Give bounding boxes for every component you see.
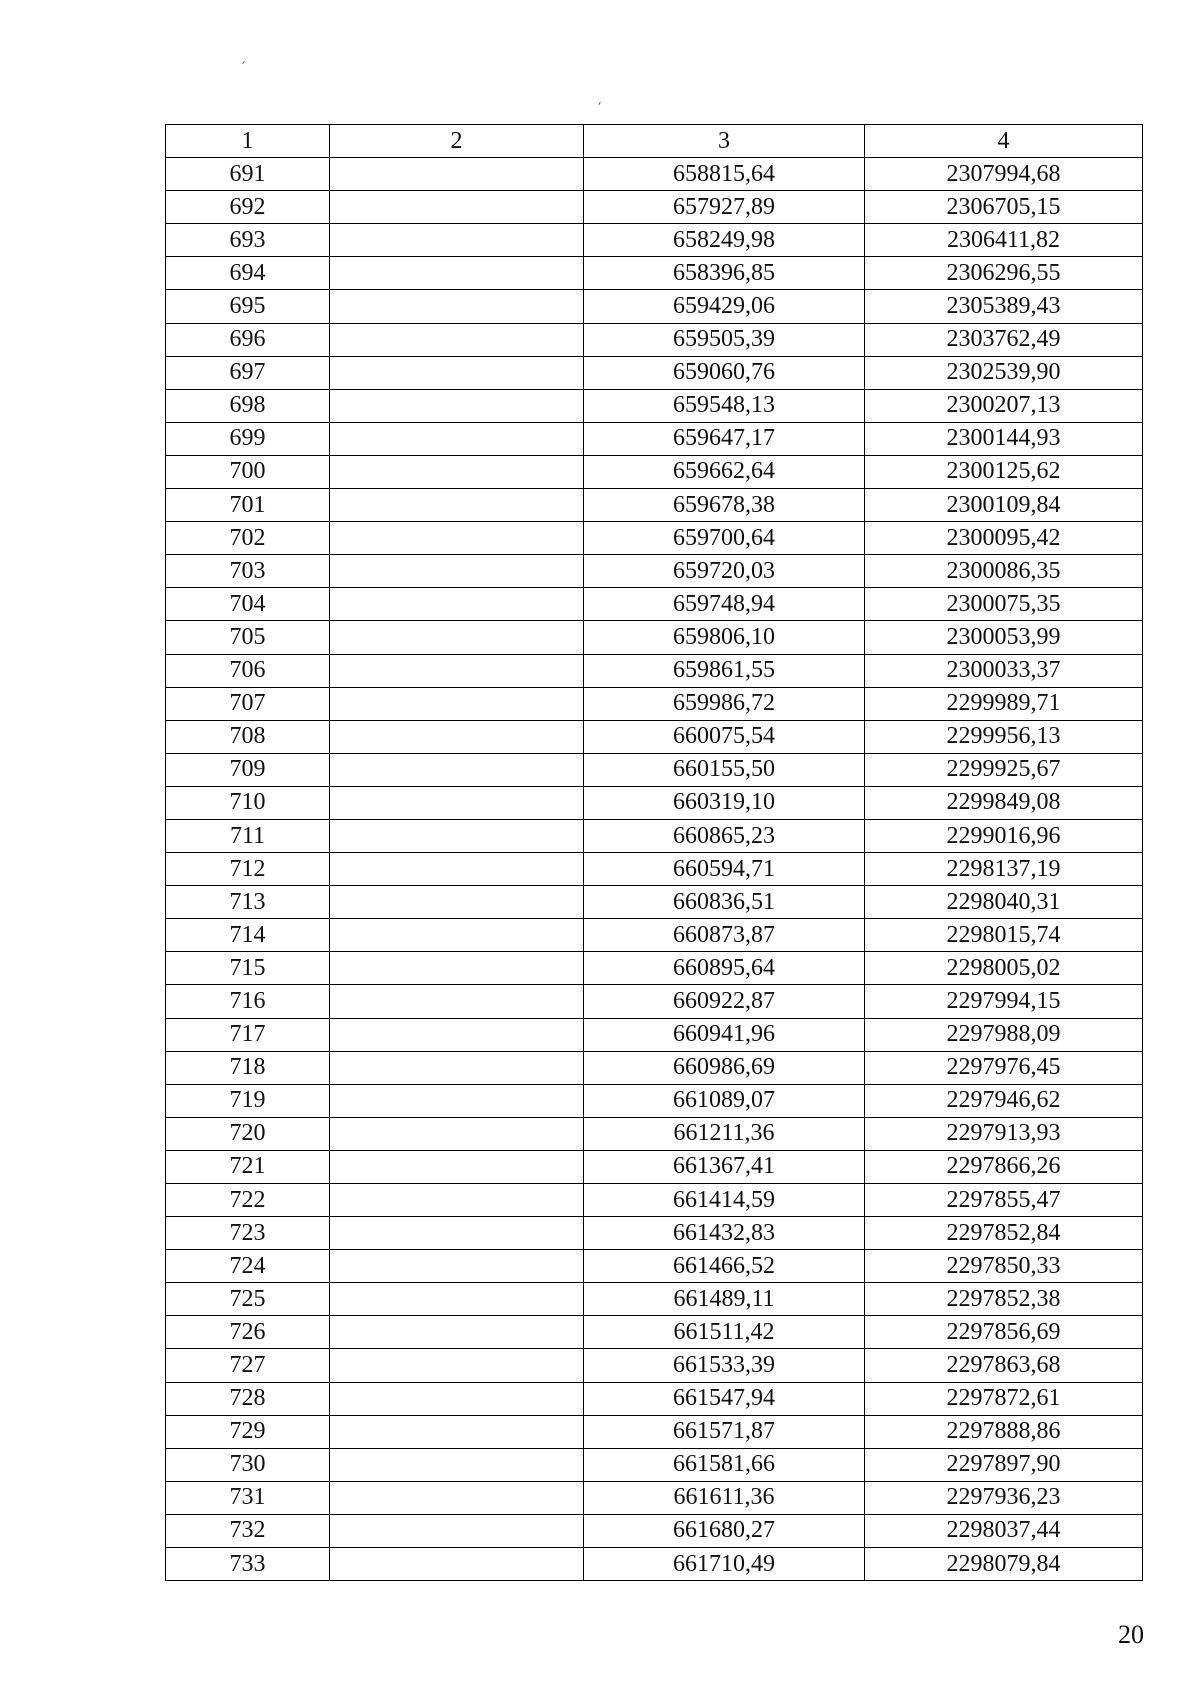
- table-row: [166, 158, 1143, 191]
- x-coordinate-cell: 659861,55: [584, 654, 865, 687]
- x-coordinate-cell: 660075,54: [584, 720, 865, 753]
- column-header: 4: [865, 125, 1143, 158]
- table-header-row: [166, 125, 1143, 158]
- point-number-cell: 691: [166, 158, 330, 191]
- point-number-cell: 698: [166, 389, 330, 422]
- x-coordinate-cell: 661511,42: [584, 1316, 865, 1349]
- x-coordinate-cell: 661571,87: [584, 1415, 865, 1448]
- table-row: [166, 1150, 1143, 1183]
- point-number-cell: 719: [166, 1084, 330, 1117]
- point-number-cell: 703: [166, 555, 330, 588]
- empty-cell: [330, 522, 584, 555]
- point-number-cell: 716: [166, 985, 330, 1018]
- empty-cell: [330, 1514, 584, 1547]
- table-row: [166, 191, 1143, 224]
- y-coordinate-cell: 2298040,31: [865, 886, 1143, 919]
- x-coordinate-cell: 659548,13: [584, 389, 865, 422]
- x-coordinate-cell: 659720,03: [584, 555, 865, 588]
- point-number-cell: 723: [166, 1217, 330, 1250]
- table-row: [166, 1051, 1143, 1084]
- empty-cell: [330, 1316, 584, 1349]
- point-number-cell: 729: [166, 1415, 330, 1448]
- y-coordinate-cell: 2298079,84: [865, 1548, 1143, 1581]
- x-coordinate-cell: 661414,59: [584, 1184, 865, 1217]
- x-coordinate-cell: 661367,41: [584, 1150, 865, 1183]
- table-row: [166, 654, 1143, 687]
- table-row: [166, 422, 1143, 455]
- point-number-cell: 718: [166, 1051, 330, 1084]
- empty-cell: [330, 1217, 584, 1250]
- y-coordinate-cell: 2306296,55: [865, 257, 1143, 290]
- empty-cell: [330, 555, 584, 588]
- point-number-cell: 730: [166, 1448, 330, 1481]
- x-coordinate-cell: 661089,07: [584, 1084, 865, 1117]
- x-coordinate-cell: 661547,94: [584, 1382, 865, 1415]
- x-coordinate-cell: 660895,64: [584, 952, 865, 985]
- x-coordinate-cell: 661680,27: [584, 1514, 865, 1547]
- y-coordinate-cell: 2297866,26: [865, 1150, 1143, 1183]
- column-header: 1: [166, 125, 330, 158]
- point-number-cell: 726: [166, 1316, 330, 1349]
- y-coordinate-cell: 2298015,74: [865, 919, 1143, 952]
- table-row: [166, 1514, 1143, 1547]
- empty-cell: [330, 1481, 584, 1514]
- point-number-cell: 692: [166, 191, 330, 224]
- empty-cell: [330, 753, 584, 786]
- empty-cell: [330, 1283, 584, 1316]
- empty-cell: [330, 422, 584, 455]
- point-number-cell: 722: [166, 1184, 330, 1217]
- y-coordinate-cell: 2297976,45: [865, 1051, 1143, 1084]
- table-row: [166, 687, 1143, 720]
- x-coordinate-cell: 660865,23: [584, 819, 865, 852]
- y-coordinate-cell: 2300125,62: [865, 455, 1143, 488]
- point-number-cell: 721: [166, 1150, 330, 1183]
- table-row: [166, 1217, 1143, 1250]
- x-coordinate-cell: 661581,66: [584, 1448, 865, 1481]
- table-row: [166, 1316, 1143, 1349]
- x-coordinate-cell: 659986,72: [584, 687, 865, 720]
- point-number-cell: 728: [166, 1382, 330, 1415]
- table-row: [166, 489, 1143, 522]
- empty-cell: [330, 621, 584, 654]
- x-coordinate-cell: 659700,64: [584, 522, 865, 555]
- point-number-cell: 707: [166, 687, 330, 720]
- point-number-cell: 724: [166, 1250, 330, 1283]
- x-coordinate-cell: 660836,51: [584, 886, 865, 919]
- x-coordinate-cell: 660922,87: [584, 985, 865, 1018]
- x-coordinate-cell: 661466,52: [584, 1250, 865, 1283]
- x-coordinate-cell: 661533,39: [584, 1349, 865, 1382]
- point-number-cell: 705: [166, 621, 330, 654]
- x-coordinate-cell: 660873,87: [584, 919, 865, 952]
- point-number-cell: 709: [166, 753, 330, 786]
- empty-cell: [330, 455, 584, 488]
- table-row: [166, 853, 1143, 886]
- y-coordinate-cell: 2299989,71: [865, 687, 1143, 720]
- point-number-cell: 708: [166, 720, 330, 753]
- y-coordinate-cell: 2297850,33: [865, 1250, 1143, 1283]
- table-row: [166, 290, 1143, 323]
- y-coordinate-cell: 2297994,15: [865, 985, 1143, 1018]
- y-coordinate-cell: 2297872,61: [865, 1382, 1143, 1415]
- scan-speck: [598, 102, 601, 105]
- point-number-cell: 727: [166, 1349, 330, 1382]
- y-coordinate-cell: 2297852,84: [865, 1217, 1143, 1250]
- y-coordinate-cell: 2300144,93: [865, 422, 1143, 455]
- x-coordinate-cell: 659429,06: [584, 290, 865, 323]
- point-number-cell: 700: [166, 455, 330, 488]
- x-coordinate-cell: 661489,11: [584, 1283, 865, 1316]
- empty-cell: [330, 323, 584, 356]
- point-number-cell: 712: [166, 853, 330, 886]
- table-row: [166, 1084, 1143, 1117]
- y-coordinate-cell: 2298137,19: [865, 853, 1143, 886]
- table-row: [166, 522, 1143, 555]
- table-row: [166, 1184, 1143, 1217]
- y-coordinate-cell: 2300095,42: [865, 522, 1143, 555]
- empty-cell: [330, 1084, 584, 1117]
- empty-cell: [330, 1150, 584, 1183]
- y-coordinate-cell: 2305389,43: [865, 290, 1143, 323]
- empty-cell: [330, 1448, 584, 1481]
- point-number-cell: 720: [166, 1117, 330, 1150]
- y-coordinate-cell: 2300086,35: [865, 555, 1143, 588]
- y-coordinate-cell: 2298037,44: [865, 1514, 1143, 1547]
- point-number-cell: 706: [166, 654, 330, 687]
- y-coordinate-cell: 2297855,47: [865, 1184, 1143, 1217]
- column-header: 3: [584, 125, 865, 158]
- table-row: [166, 786, 1143, 819]
- point-number-cell: 725: [166, 1283, 330, 1316]
- page-number: 20: [1118, 1620, 1144, 1649]
- table-row: [166, 1250, 1143, 1283]
- y-coordinate-cell: 2300053,99: [865, 621, 1143, 654]
- table-row: [166, 621, 1143, 654]
- x-coordinate-cell: 659678,38: [584, 489, 865, 522]
- x-coordinate-cell: 660941,96: [584, 1018, 865, 1051]
- empty-cell: [330, 853, 584, 886]
- y-coordinate-cell: 2302539,90: [865, 356, 1143, 389]
- table-body: [166, 158, 1143, 1581]
- table-row: [166, 257, 1143, 290]
- y-coordinate-cell: 2297852,38: [865, 1283, 1143, 1316]
- empty-cell: [330, 819, 584, 852]
- x-coordinate-cell: 661710,49: [584, 1548, 865, 1581]
- table-row: [166, 1382, 1143, 1415]
- x-coordinate-cell: 660319,10: [584, 786, 865, 819]
- empty-cell: [330, 1018, 584, 1051]
- point-number-cell: 693: [166, 224, 330, 257]
- y-coordinate-cell: 2297863,68: [865, 1349, 1143, 1382]
- y-coordinate-cell: 2297936,23: [865, 1481, 1143, 1514]
- y-coordinate-cell: 2306705,15: [865, 191, 1143, 224]
- x-coordinate-cell: 657927,89: [584, 191, 865, 224]
- point-number-cell: 733: [166, 1548, 330, 1581]
- scan-speck: [242, 61, 245, 64]
- table-row: [166, 919, 1143, 952]
- y-coordinate-cell: 2297856,69: [865, 1316, 1143, 1349]
- x-coordinate-cell: 659806,10: [584, 621, 865, 654]
- x-coordinate-cell: 658249,98: [584, 224, 865, 257]
- x-coordinate-cell: 658396,85: [584, 257, 865, 290]
- table-row: [166, 753, 1143, 786]
- x-coordinate-cell: 658815,64: [584, 158, 865, 191]
- table-row: [166, 720, 1143, 753]
- x-coordinate-cell: 659662,64: [584, 455, 865, 488]
- point-number-cell: 714: [166, 919, 330, 952]
- point-number-cell: 713: [166, 886, 330, 919]
- point-number-cell: 710: [166, 786, 330, 819]
- x-coordinate-cell: 660986,69: [584, 1051, 865, 1084]
- table-row: [166, 356, 1143, 389]
- point-number-cell: 701: [166, 489, 330, 522]
- empty-cell: [330, 1184, 584, 1217]
- table-row: [166, 952, 1143, 985]
- empty-cell: [330, 1117, 584, 1150]
- empty-cell: [330, 687, 584, 720]
- empty-cell: [330, 1250, 584, 1283]
- point-number-cell: 731: [166, 1481, 330, 1514]
- point-number-cell: 711: [166, 819, 330, 852]
- y-coordinate-cell: 2300075,35: [865, 588, 1143, 621]
- empty-cell: [330, 257, 584, 290]
- y-coordinate-cell: 2299849,08: [865, 786, 1143, 819]
- coordinates-table: [165, 124, 1143, 1581]
- table-row: [166, 1415, 1143, 1448]
- table-row: [166, 1481, 1143, 1514]
- y-coordinate-cell: 2297988,09: [865, 1018, 1143, 1051]
- table-row: [166, 1018, 1143, 1051]
- empty-cell: [330, 1415, 584, 1448]
- table-row: [166, 323, 1143, 356]
- empty-cell: [330, 720, 584, 753]
- point-number-cell: 699: [166, 422, 330, 455]
- empty-cell: [330, 952, 584, 985]
- table-row: [166, 1448, 1143, 1481]
- table-row: [166, 1117, 1143, 1150]
- empty-cell: [330, 1051, 584, 1084]
- y-coordinate-cell: 2303762,49: [865, 323, 1143, 356]
- table-row: [166, 224, 1143, 257]
- x-coordinate-cell: 660155,50: [584, 753, 865, 786]
- table-row: [166, 985, 1143, 1018]
- x-coordinate-cell: 660594,71: [584, 853, 865, 886]
- y-coordinate-cell: 2300033,37: [865, 654, 1143, 687]
- empty-cell: [330, 489, 584, 522]
- x-coordinate-cell: 661211,36: [584, 1117, 865, 1150]
- table-row: [166, 389, 1143, 422]
- y-coordinate-cell: 2306411,82: [865, 224, 1143, 257]
- table-row: [166, 1548, 1143, 1581]
- empty-cell: [330, 158, 584, 191]
- empty-cell: [330, 356, 584, 389]
- empty-cell: [330, 224, 584, 257]
- point-number-cell: 702: [166, 522, 330, 555]
- table-row: [166, 1283, 1143, 1316]
- empty-cell: [330, 919, 584, 952]
- x-coordinate-cell: 659647,17: [584, 422, 865, 455]
- empty-cell: [330, 1349, 584, 1382]
- x-coordinate-cell: 659748,94: [584, 588, 865, 621]
- y-coordinate-cell: 2299016,96: [865, 819, 1143, 852]
- x-coordinate-cell: 659060,76: [584, 356, 865, 389]
- y-coordinate-cell: 2297888,86: [865, 1415, 1143, 1448]
- y-coordinate-cell: 2298005,02: [865, 952, 1143, 985]
- x-coordinate-cell: 661432,83: [584, 1217, 865, 1250]
- empty-cell: [330, 985, 584, 1018]
- table-row: [166, 555, 1143, 588]
- x-coordinate-cell: 659505,39: [584, 323, 865, 356]
- y-coordinate-cell: 2300109,84: [865, 489, 1143, 522]
- point-number-cell: 717: [166, 1018, 330, 1051]
- empty-cell: [330, 290, 584, 323]
- point-number-cell: 696: [166, 323, 330, 356]
- empty-cell: [330, 886, 584, 919]
- point-number-cell: 715: [166, 952, 330, 985]
- empty-cell: [330, 389, 584, 422]
- point-number-cell: 697: [166, 356, 330, 389]
- empty-cell: [330, 1548, 584, 1581]
- y-coordinate-cell: 2307994,68: [865, 158, 1143, 191]
- table-row: [166, 588, 1143, 621]
- empty-cell: [330, 654, 584, 687]
- empty-cell: [330, 191, 584, 224]
- y-coordinate-cell: 2297946,62: [865, 1084, 1143, 1117]
- point-number-cell: 695: [166, 290, 330, 323]
- table-row: [166, 886, 1143, 919]
- empty-cell: [330, 1382, 584, 1415]
- point-number-cell: 694: [166, 257, 330, 290]
- table-row: [166, 1349, 1143, 1382]
- table-row: [166, 819, 1143, 852]
- y-coordinate-cell: 2297897,90: [865, 1448, 1143, 1481]
- y-coordinate-cell: 2297913,93: [865, 1117, 1143, 1150]
- y-coordinate-cell: 2300207,13: [865, 389, 1143, 422]
- x-coordinate-cell: 661611,36: [584, 1481, 865, 1514]
- y-coordinate-cell: 2299925,67: [865, 753, 1143, 786]
- empty-cell: [330, 786, 584, 819]
- table-row: [166, 455, 1143, 488]
- point-number-cell: 704: [166, 588, 330, 621]
- column-header: 2: [330, 125, 584, 158]
- y-coordinate-cell: 2299956,13: [865, 720, 1143, 753]
- point-number-cell: 732: [166, 1514, 330, 1547]
- empty-cell: [330, 588, 584, 621]
